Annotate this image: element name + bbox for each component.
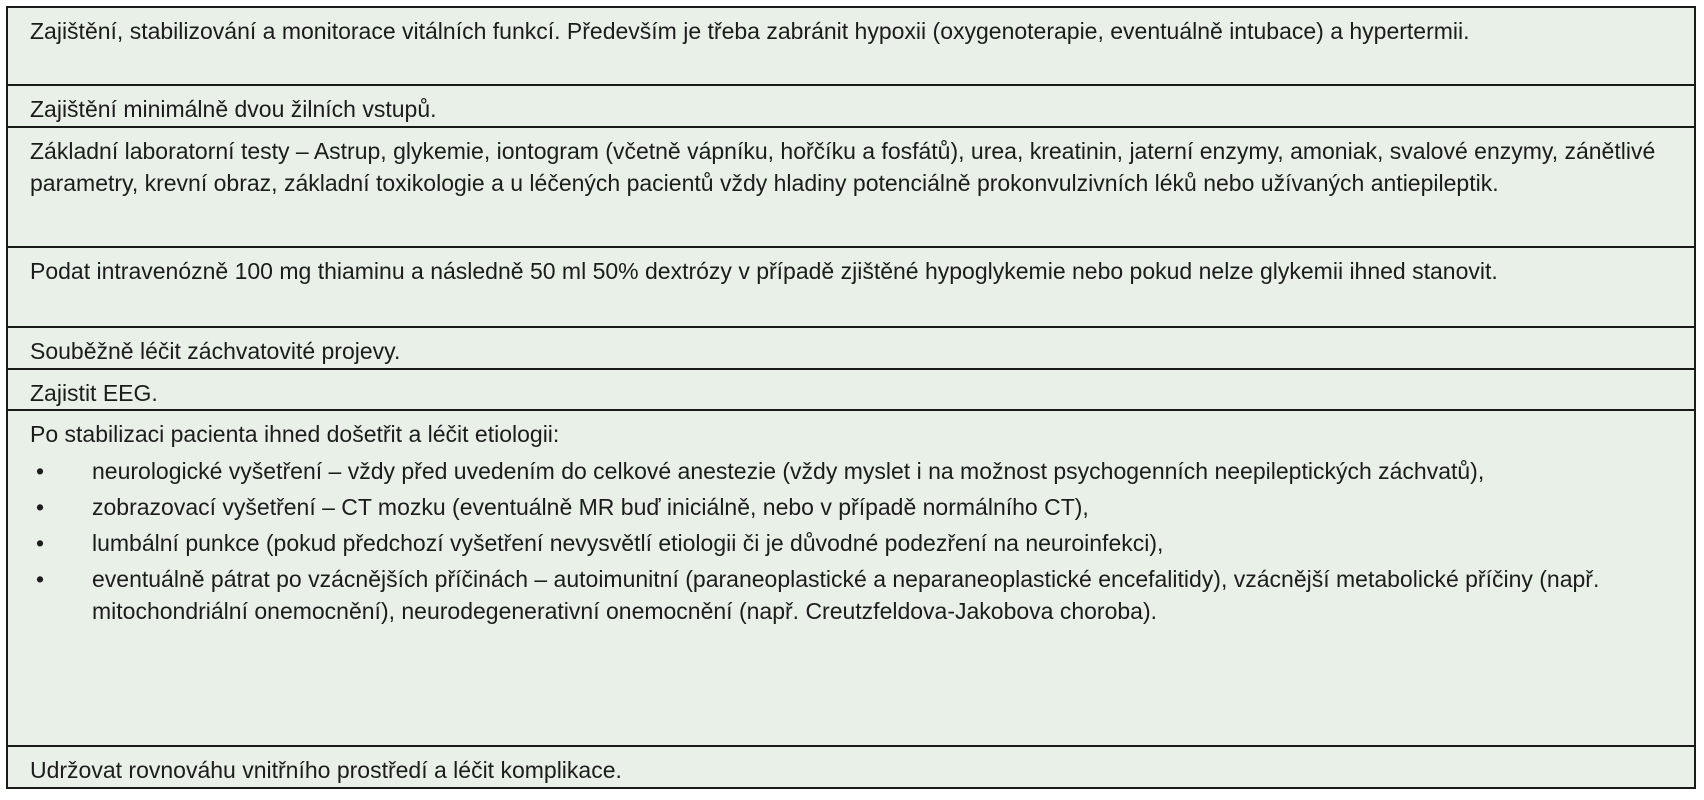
table-row (8, 747, 1694, 787)
bullet-icon: • (36, 566, 45, 592)
list-item-text: eventuálně pátrat po vzácnějších příčinách – autoimunitní (paraneoplastické a neparaneoplastické encefalitidy), vzácnější metabolické příčiny (např. mitochondriální onemocnění), neurodegenerativní onemocnění (např. Creutzfeldova-Jakobova choroba). (92, 566, 1600, 624)
list-item-text: zobrazovací vyšetření – CT mozku (eventuálně MR buď iniciálně, nebo v případě normálního CT), (92, 494, 1089, 520)
table-row (8, 86, 1694, 128)
table-row (8, 370, 1694, 411)
row-text: Zajištění, stabilizování a monitorace vitálních funkcí. Především je třeba zabránit hypoxii (oxygenoterapie, eventuálně intubace) a hypertermii. (30, 18, 1470, 44)
table-row (8, 248, 1694, 328)
etiology-bullet-list (30, 455, 1672, 627)
row-text: Souběžně léčit záchvatovité projevy. (30, 338, 401, 364)
row-text: Udržovat rovnováhu vnitřního prostředí a léčit komplikace. (30, 757, 622, 783)
bullet-icon: • (36, 530, 45, 556)
table-row (8, 411, 1694, 747)
protocol-table (6, 6, 1696, 789)
row-text: Po stabilizaci pacienta ihned došetřit a léčit etiologii: (30, 421, 560, 447)
list-item (30, 527, 1672, 559)
table-row (8, 128, 1694, 248)
list-item (30, 563, 1672, 627)
list-item (30, 455, 1672, 487)
table-row (8, 328, 1694, 370)
row-text: Zajištění minimálně dvou žilních vstupů. (30, 96, 437, 122)
row-text: Podat intravenózně 100 mg thiaminu a následně 50 ml 50% dextrózy v případě zjištěné hypoglykemie nebo pokud nelze glykemii ihned stanovit. (30, 258, 1498, 284)
list-item-text: neurologické vyšetření – vždy před uvedením do celkové anestezie (vždy myslet i na možnost psychogenních neepileptických záchvatů), (92, 458, 1485, 484)
bullet-icon: • (36, 494, 45, 520)
row-text: Zajistit EEG. (30, 380, 158, 406)
list-item (30, 491, 1672, 523)
table-row (8, 8, 1694, 86)
bullet-icon: • (36, 458, 45, 484)
list-item-text: lumbální punkce (pokud předchozí vyšetření nevysvětlí etiologii či je důvodné podezření na neuroinfekci), (92, 530, 1164, 556)
row-text: Základní laboratorní testy – Astrup, glykemie, iontogram (včetně vápníku, hořčíku a fosfátů), urea, kreatinin, jaterní enzymy, amoniak, svalové enzymy, zánětlivé parametry, krevní obraz, základní toxikologie a u léčených pacientů vždy hladiny potenciálně prokonvulzivních léků nebo užívaných antiepileptik. (30, 138, 1656, 196)
